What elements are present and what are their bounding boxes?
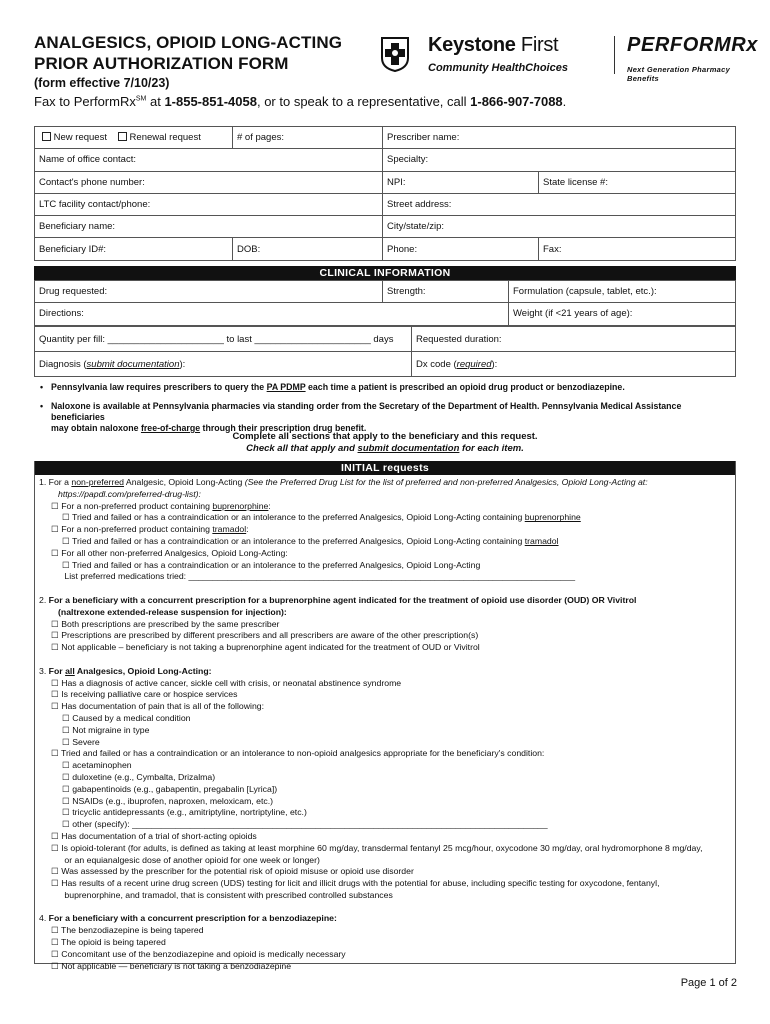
form-effective-date: (form effective 7/10/23) bbox=[34, 76, 170, 90]
request-line[interactable]: ☐ The benzodiazepine is being tapered bbox=[51, 925, 204, 936]
phone-number: 1-866-907-7088 bbox=[470, 94, 563, 109]
request-line[interactable]: ☐ For a non-preferred product containing buprenorphine: bbox=[51, 500, 271, 511]
request-line: List preferred medications tried: ________________________________________________________________________________ bbox=[62, 571, 576, 582]
request-line[interactable]: ☐ Is receiving palliative care or hospice services bbox=[51, 689, 238, 700]
request-line[interactable]: ☐ Has results of a recent urine drug screen (UDS) testing for licit and illicit drugs with the potential for abuse, including specific testing for oxycodone, fentanyl, bbox=[51, 878, 660, 889]
fax-number: 1-855-851-4058 bbox=[164, 94, 257, 109]
performrx-tagline: Next Generation Pharmacy Benefits bbox=[627, 65, 731, 83]
office-contact-field[interactable]: Name of office contact: bbox=[35, 149, 383, 171]
strength-field[interactable]: Strength: bbox=[383, 281, 509, 303]
renewal-request-checkbox[interactable] bbox=[118, 132, 127, 141]
request-line[interactable]: ☐ Is opioid-tolerant (for adults, is defined as taking at least morphine 60 mg/day, transdermal fentanyl 25 mcg/hour, oxycodone 30 mg/day, oral hydromorphone 8 mg/day, bbox=[51, 842, 703, 853]
required-link[interactable]: required bbox=[456, 358, 492, 370]
request-line: https://papdl.com/preferred-drug-list): bbox=[58, 488, 201, 499]
pages-field[interactable]: # of pages: bbox=[233, 127, 383, 149]
request-line[interactable]: ☐ Tried and failed or has a contraindication or an intolerance to the preferred Analgesics, Opioid Long-Acting containing buprenorphine bbox=[62, 512, 581, 523]
request-line[interactable]: ☐ The opioid is being tapered bbox=[51, 937, 166, 948]
keystone-subtitle: Community HealthChoices bbox=[428, 62, 568, 74]
request-line[interactable]: ☐ tricyclic antidepressants (e.g., amitriptyline, nortriptyline, etc.) bbox=[62, 807, 307, 818]
beneficiary-name-field[interactable]: Beneficiary name: bbox=[35, 216, 383, 238]
prescriber-beneficiary-table bbox=[34, 126, 736, 261]
request-line[interactable]: ☐ acetaminophen bbox=[62, 760, 132, 771]
request-line: 4. For a beneficiary with a concurrent prescription for a benzodiazepine: bbox=[39, 913, 337, 924]
specialty-field[interactable]: Specialty: bbox=[383, 149, 736, 171]
request-line[interactable]: ☐ For a non-preferred product containing tramadol: bbox=[51, 524, 249, 535]
pdmp-bullet: • Pennsylvania law requires prescribers to query the PA PDMP each time a patient is prescribed an opioid drug product or benzodiazepine. bbox=[40, 382, 625, 392]
logo-group bbox=[380, 34, 758, 83]
quantity-field[interactable]: Quantity per fill: ______________________ to last ______________________ days bbox=[35, 327, 412, 352]
form-title-line1: ANALGESICS, OPIOID LONG-ACTING bbox=[34, 33, 343, 52]
request-line bbox=[39, 902, 729, 914]
submit-documentation-instruction-link[interactable]: submit documentation bbox=[357, 443, 460, 454]
state-license-field[interactable]: State license #: bbox=[539, 171, 736, 193]
request-line[interactable]: ☐ Has documentation of a trial of short-acting opioids bbox=[51, 830, 257, 841]
dx-code-field[interactable]: Dx code (required): bbox=[412, 352, 736, 377]
form-title-line2: PRIOR AUTHORIZATION FORM bbox=[34, 54, 289, 73]
keystone-shield-icon bbox=[380, 36, 410, 72]
request-line[interactable]: ☐ Both prescriptions are prescribed by the same prescriber bbox=[51, 618, 280, 629]
request-line[interactable]: ☐ For all other non-preferred Analgesics, Opioid Long-Acting: bbox=[51, 547, 288, 558]
free-of-charge-link[interactable]: free-of-charge bbox=[140, 423, 201, 433]
request-line[interactable]: ☐ Has documentation of pain that is all of the following: bbox=[51, 701, 265, 712]
request-line[interactable]: ☐ Not applicable – beneficiary is not taking a buprenorphine agent indicated for the treatment of OUD or Vivitrol bbox=[51, 642, 480, 653]
request-line[interactable]: ☐ Not migraine in type bbox=[62, 724, 150, 735]
request-line bbox=[39, 654, 729, 666]
page-number: Page 1 of 2 bbox=[680, 977, 737, 989]
request-line: 3. For all Analgesics, Opioid Long-Acting: bbox=[39, 665, 212, 676]
naloxone-bullet: • Naloxone is available at Pennsylvania pharmacies via standing order from the Secretary of the Department of Health. Pennsylvania Medical Assistance beneficiaries may obtain naloxone free-of-charge through their prescription drug benefit. bbox=[40, 401, 682, 433]
fax-field[interactable]: Fax: bbox=[539, 238, 736, 260]
weight-field[interactable]: Weight (if <21 years of age): bbox=[509, 303, 736, 325]
prescriber-name-field[interactable]: Prescriber name: bbox=[383, 127, 736, 149]
request-line[interactable]: ☐ NSAIDs (e.g., ibuprofen, naproxen, meloxicam, etc.) bbox=[62, 795, 274, 806]
performrx-logo: PERFORMRx bbox=[627, 34, 758, 56]
ltc-contact-field[interactable]: LTC facility contact/phone: bbox=[35, 193, 383, 215]
clinical-information-table bbox=[34, 280, 736, 326]
request-line[interactable]: ☐ other (specify): ______________________________________________________________________________________ bbox=[62, 819, 548, 830]
request-line: 2. For a beneficiary with a concurrent prescription for a buprenorphine agent indicated for the treatment of opioid use disorder (OUD) OR Vivitrol bbox=[39, 594, 637, 605]
diagnosis-field[interactable]: Diagnosis (submit documentation): bbox=[35, 352, 412, 377]
request-line[interactable]: ☐ Caused by a medical condition bbox=[62, 712, 191, 723]
city-state-zip-field[interactable]: City/state/zip: bbox=[383, 216, 736, 238]
request-line[interactable]: ☐ Prescriptions are prescribed by different prescribers and all prescribers are aware of the other prescription(s) bbox=[51, 630, 479, 641]
initial-requests-heading: INITIAL requests bbox=[34, 461, 736, 475]
logo-divider bbox=[614, 36, 615, 74]
request-line bbox=[39, 583, 729, 595]
npi-field[interactable]: NPI: bbox=[383, 171, 539, 193]
drug-requested-field[interactable]: Drug requested: bbox=[35, 281, 383, 303]
directions-field[interactable]: Directions: bbox=[35, 303, 509, 325]
fax-instructions: Fax to PerformRx℠ at 1-855-851-4058, or to speak to a representative, call 1-866-907-7088. bbox=[34, 94, 567, 109]
request-type-cell[interactable]: New request Renewal request bbox=[35, 127, 233, 149]
request-line: (naltrexone extended-release suspension for injection): bbox=[58, 606, 287, 617]
request-line[interactable]: ☐ gabapentinoids (e.g., gabapentin, pregabalin [Lyrica]) bbox=[62, 783, 278, 794]
request-line[interactable]: ☐ Concomitant use of the benzodiazepine and opioid is medically necessary bbox=[51, 948, 346, 959]
phone-field[interactable]: Phone: bbox=[383, 238, 539, 260]
requested-duration-field[interactable]: Requested duration: bbox=[412, 327, 736, 352]
request-line[interactable]: ☐ Tried and failed or has a contraindication or an intolerance to the preferred Analgesics, Opioid Long-Acting containing tramadol bbox=[62, 535, 559, 546]
clinical-information-heading: CLINICAL INFORMATION bbox=[34, 266, 736, 280]
pa-pdmp-link[interactable]: PA PDMP bbox=[266, 382, 306, 392]
request-line[interactable]: ☐ Has a diagnosis of active cancer, sickle cell with crisis, or neonatal abstinence syndrome bbox=[51, 677, 402, 688]
request-line[interactable]: ☐ duloxetine (e.g., Cymbalta, Drizalma) bbox=[62, 771, 216, 782]
quantity-table bbox=[34, 326, 736, 377]
formulation-field[interactable]: Formulation (capsule, tablet, etc.): bbox=[509, 281, 736, 303]
new-request-checkbox[interactable] bbox=[42, 132, 51, 141]
request-line[interactable]: ☐ Not applicable — beneficiary is not taking a benzodiazepine bbox=[51, 960, 292, 971]
instructions-note: Complete all sections that apply to the beneficiary and this request. Check all that apply and submit documentation for each item. bbox=[232, 431, 538, 454]
dob-field[interactable]: DOB: bbox=[233, 238, 383, 260]
initial-requests-list bbox=[39, 477, 729, 972]
request-line: 1. For a non-preferred Analgesic, Opioid Long-Acting (See the Preferred Drug List for the list of preferred and non-preferred Analgesics, Opioid Long-Acting at: bbox=[39, 477, 648, 487]
form-header bbox=[34, 32, 758, 94]
request-line: buprenorphine, and tramadol, that is consistent with prescribed controlled substances bbox=[62, 889, 393, 900]
street-address-field[interactable]: Street address: bbox=[383, 193, 736, 215]
submit-documentation-link[interactable]: submit documentation bbox=[86, 358, 180, 370]
beneficiary-id-field[interactable]: Beneficiary ID#: bbox=[35, 238, 233, 260]
contact-phone-field[interactable]: Contact's phone number: bbox=[35, 171, 383, 193]
request-line[interactable]: ☐ Severe bbox=[62, 736, 100, 747]
request-line[interactable]: ☐ Tried and failed or has a contraindication or an intolerance to the preferred Analgesics, Opioid Long-Acting bbox=[62, 559, 481, 570]
request-line[interactable]: ☐ Was assessed by the prescriber for the potential risk of opioid misuse or opioid use disorder bbox=[51, 866, 414, 877]
request-line: or an equianalgesic dose of another opioid for one week or longer) bbox=[62, 854, 320, 865]
keystone-first-logo: Keystone First bbox=[428, 34, 559, 56]
request-line[interactable]: ☐ Tried and failed or has a contraindication or an intolerance to non-opioid analgesics appropriate for the beneficiary's condition: bbox=[51, 748, 545, 759]
